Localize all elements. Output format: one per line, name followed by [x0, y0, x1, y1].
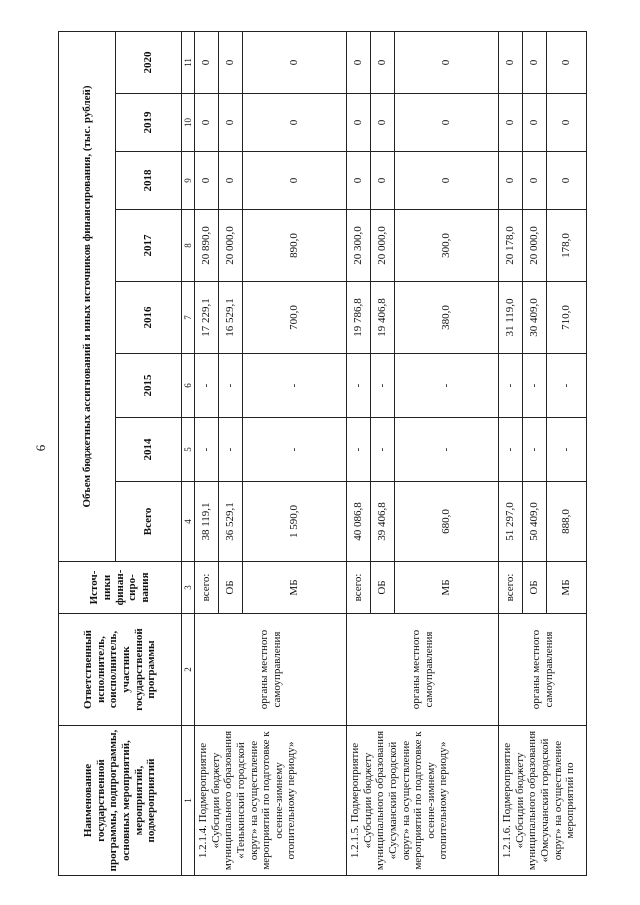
- rotated-page: [58, 32, 626, 876]
- value-cell: -: [371, 418, 395, 482]
- value-cell: -: [499, 418, 523, 482]
- value-cell: 0: [219, 152, 243, 210]
- value-cell: 20 890,0: [195, 210, 219, 282]
- header-year-2015: 2015: [116, 354, 182, 418]
- value-cell: 31 119,0: [499, 282, 523, 354]
- value-cell: 0: [523, 152, 547, 210]
- column-index: 3: [182, 562, 195, 614]
- value-cell: 19 406,8: [371, 282, 395, 354]
- value-cell: 888,0: [547, 482, 587, 562]
- header-funding-title: Объем бюджетных ассигнований и иных источников финансирования, (тыс. рублей): [59, 31, 116, 561]
- value-cell: 20 000,0: [219, 210, 243, 282]
- value-cell: 0: [499, 152, 523, 210]
- column-index: 2: [182, 614, 195, 726]
- table-row: [499, 31, 523, 875]
- value-cell: 39 406,8: [371, 482, 395, 562]
- source-cell: ОБ: [371, 562, 395, 614]
- header-year-2018: 2018: [116, 152, 182, 210]
- value-cell: 40 086,8: [347, 482, 371, 562]
- column-index: 6: [182, 354, 195, 418]
- value-cell: 20 178,0: [499, 210, 523, 282]
- header-sources: Источ-ники финан-сиро-вания: [59, 562, 182, 614]
- header-year-2016: 2016: [116, 282, 182, 354]
- value-cell: 0: [347, 152, 371, 210]
- column-index: 1: [182, 726, 195, 876]
- value-cell: -: [347, 418, 371, 482]
- value-cell: 1 590,0: [243, 482, 347, 562]
- header-executor: Ответственный исполнитель, соисполнитель, участник государственной программы: [59, 614, 182, 726]
- value-cell: 300,0: [395, 210, 499, 282]
- value-cell: 0: [347, 31, 371, 93]
- source-cell: МБ: [243, 562, 347, 614]
- executor-cell: органы местного самоуправления: [195, 614, 347, 726]
- header-year-2019: 2019: [116, 94, 182, 152]
- value-cell: 0: [195, 152, 219, 210]
- value-cell: -: [395, 354, 499, 418]
- value-cell: -: [243, 418, 347, 482]
- source-cell: всего:: [347, 562, 371, 614]
- value-cell: 0: [371, 31, 395, 93]
- source-cell: ОБ: [219, 562, 243, 614]
- value-cell: 0: [347, 94, 371, 152]
- value-cell: 0: [243, 152, 347, 210]
- column-index: 9: [182, 152, 195, 210]
- value-cell: -: [243, 354, 347, 418]
- value-cell: -: [371, 354, 395, 418]
- header-name: Наименование государственной программы, подпрограммы, основных мероприятий, мероприятий, подмероприятий: [59, 726, 182, 876]
- value-cell: 0: [395, 152, 499, 210]
- value-cell: -: [523, 418, 547, 482]
- column-index: 7: [182, 282, 195, 354]
- value-cell: -: [499, 354, 523, 418]
- value-cell: 0: [547, 94, 587, 152]
- source-cell: ОБ: [523, 562, 547, 614]
- value-cell: 710,0: [547, 282, 587, 354]
- source-cell: всего:: [499, 562, 523, 614]
- value-cell: 0: [219, 31, 243, 93]
- value-cell: 0: [195, 94, 219, 152]
- value-cell: -: [395, 418, 499, 482]
- header-year-2014: 2014: [116, 418, 182, 482]
- value-cell: 36 529,1: [219, 482, 243, 562]
- value-cell: 0: [547, 31, 587, 93]
- value-cell: -: [347, 354, 371, 418]
- value-cell: 0: [499, 31, 523, 93]
- value-cell: -: [547, 354, 587, 418]
- value-cell: 0: [523, 94, 547, 152]
- column-index: 4: [182, 482, 195, 562]
- value-cell: 51 297,0: [499, 482, 523, 562]
- source-cell: МБ: [547, 562, 587, 614]
- value-cell: 0: [243, 94, 347, 152]
- executor-cell: органы местного самоуправления: [347, 614, 499, 726]
- value-cell: 0: [219, 94, 243, 152]
- value-cell: 0: [547, 152, 587, 210]
- value-cell: -: [523, 354, 547, 418]
- subevent-name: 1.2.1.4. Подмероприятие «Субсидии бюджету муниципального образования «Тенькинский городской округ» на осуществление мероприятий по подготовке к осенне-зимнему отопительному периоду»: [195, 726, 347, 876]
- value-cell: 0: [395, 94, 499, 152]
- value-cell: 0: [371, 94, 395, 152]
- value-cell: 17 229,1: [195, 282, 219, 354]
- value-cell: 38 119,1: [195, 482, 219, 562]
- value-cell: 178,0: [547, 210, 587, 282]
- source-cell: МБ: [395, 562, 499, 614]
- table-row: [347, 31, 371, 875]
- subevent-name: 1.2.1.6. Подмероприятие «Субсидии бюджету муниципального образования «Омсукчанский городской округ» на осуществление мероприятий по: [499, 726, 587, 876]
- value-cell: 20 000,0: [371, 210, 395, 282]
- value-cell: 20 300,0: [347, 210, 371, 282]
- value-cell: 30 409,0: [523, 282, 547, 354]
- value-cell: 0: [499, 94, 523, 152]
- value-cell: 16 529,1: [219, 282, 243, 354]
- value-cell: 700,0: [243, 282, 347, 354]
- value-cell: 0: [243, 31, 347, 93]
- value-cell: 50 409,0: [523, 482, 547, 562]
- header-total: Всего: [116, 482, 182, 562]
- value-cell: 19 786,8: [347, 282, 371, 354]
- source-cell: всего:: [195, 562, 219, 614]
- header-year-2017: 2017: [116, 210, 182, 282]
- value-cell: 890,0: [243, 210, 347, 282]
- column-index: 11: [182, 31, 195, 93]
- subevent-name: 1.2.1.5. Подмероприятие «Субсидии бюджету муниципального образования «Сусуманский городской округ» на осуществление мероприятий по подготовке к осенне-зимнему отопительному периоду»: [347, 726, 499, 876]
- table-row: [195, 31, 219, 875]
- value-cell: -: [547, 418, 587, 482]
- funding-table: [58, 31, 587, 876]
- value-cell: 0: [371, 152, 395, 210]
- value-cell: 20 000,0: [523, 210, 547, 282]
- value-cell: -: [219, 418, 243, 482]
- executor-cell: органы местного самоуправления: [499, 614, 587, 726]
- value-cell: 0: [195, 31, 219, 93]
- value-cell: -: [195, 354, 219, 418]
- value-cell: 680,0: [395, 482, 499, 562]
- value-cell: 380,0: [395, 282, 499, 354]
- value-cell: 0: [395, 31, 499, 93]
- header-year-2020: 2020: [116, 31, 182, 93]
- column-index-row: [182, 31, 195, 875]
- column-index: 8: [182, 210, 195, 282]
- value-cell: 0: [523, 31, 547, 93]
- page-number: 6: [33, 444, 48, 452]
- column-index: 5: [182, 418, 195, 482]
- value-cell: -: [195, 418, 219, 482]
- value-cell: -: [219, 354, 243, 418]
- column-index: 10: [182, 94, 195, 152]
